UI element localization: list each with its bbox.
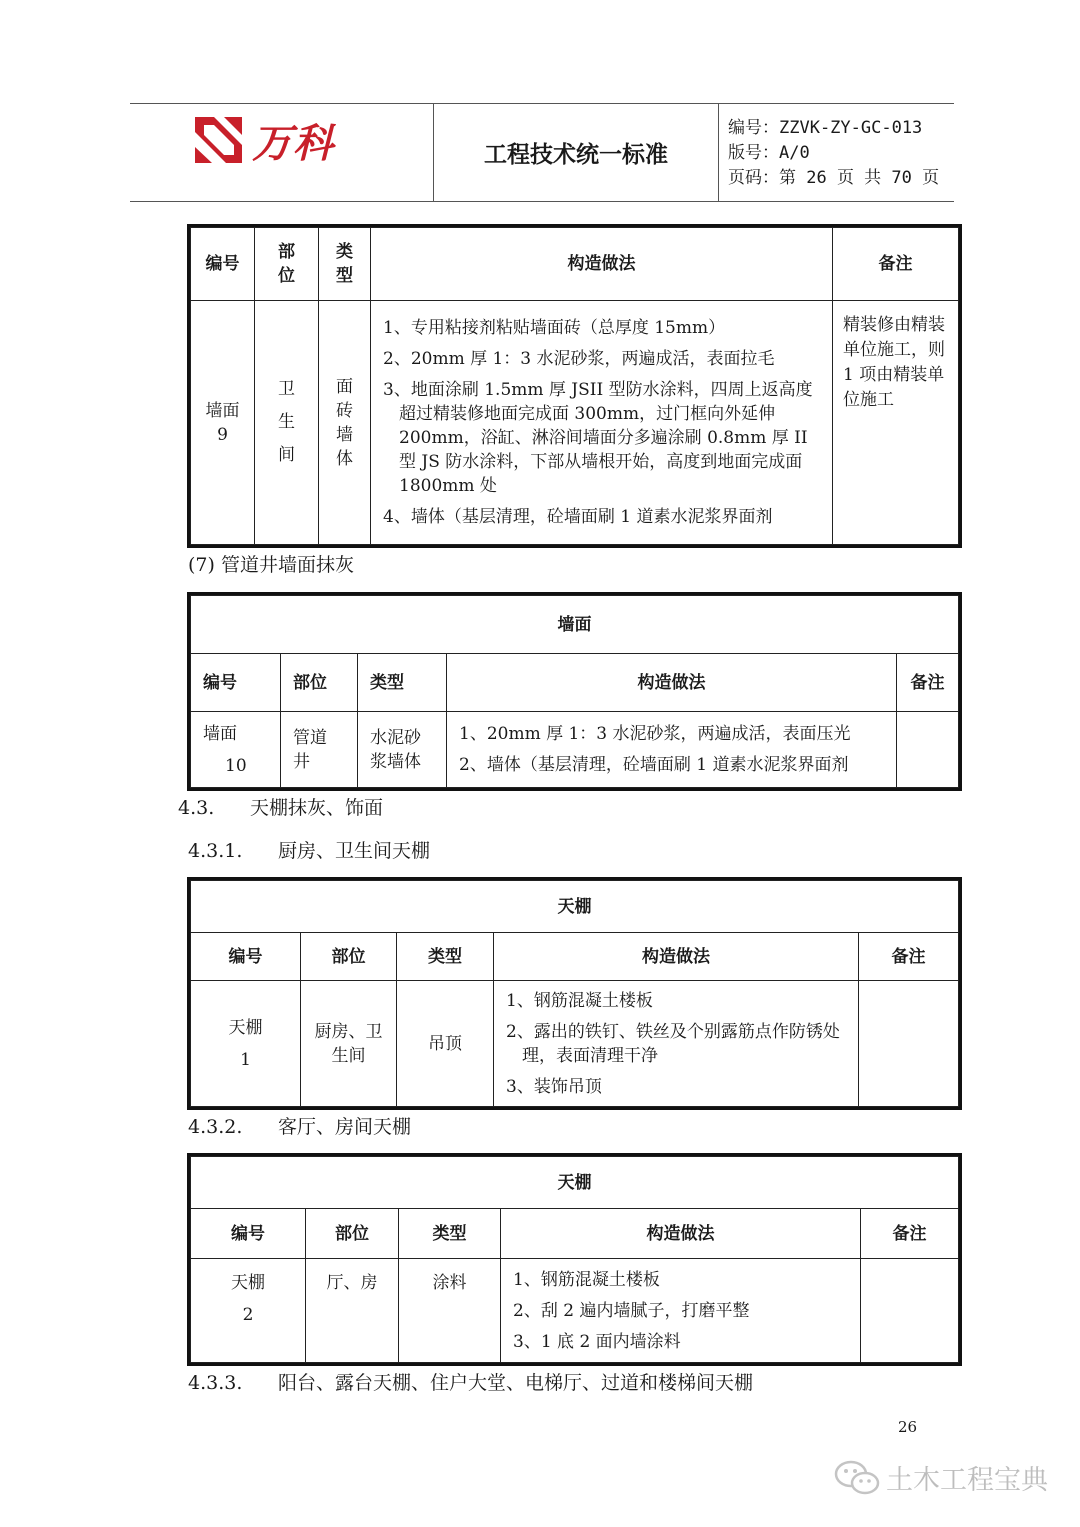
table-header-row (191, 1209, 959, 1259)
step-3: 3、地面涂刷 1.5mm 厚 JSII 型防水涂料，四周上返高度超过精装修地面完成面 300mm，过门框向外延伸 200mm，浴缸、淋浴间墙面分多遍涂刷 0.8mm 厚 II 型 JS 防水涂料，下部从墙根开始，高度到地面完成面 1800mm 处 (383, 380, 813, 496)
table-header-row (191, 654, 959, 712)
row-steps (501, 1259, 861, 1363)
section-4-3-3-heading (188, 1368, 753, 1395)
row-id: 墙面 9 (191, 301, 255, 545)
header-note: 备注 (859, 933, 959, 981)
header-id: 编号 (191, 1209, 306, 1259)
row-id: 天棚 2 (191, 1259, 306, 1363)
table-caption-row (191, 596, 959, 654)
step-3: 3、1 底 2 面内墙涂料 (513, 1331, 681, 1352)
document-info (728, 116, 939, 191)
document-title: 工程技术统一标准 (484, 142, 668, 168)
header-part: 部位 (301, 933, 397, 981)
row-part: 管道 井 (281, 712, 358, 788)
section-4-3-heading (178, 793, 383, 820)
table-row (191, 712, 959, 788)
row-part: 卫 生 间 (255, 301, 319, 545)
table-wall-9 (187, 224, 962, 548)
section-4-3-2-heading (188, 1112, 411, 1139)
document-version: 版号：A/0 (728, 143, 810, 163)
table-caption-row (191, 1157, 959, 1209)
header-bottom-rule (130, 201, 954, 202)
row-id-number: 10 (225, 755, 247, 776)
logo-text: 万科 (252, 120, 334, 167)
header-note: 备注 (861, 1209, 959, 1259)
step-1: 1、20mm 厚 1：3 水泥砂浆，两遍成活，表面压光 (459, 724, 851, 744)
row-type: 面 砖 墙 体 (319, 301, 371, 545)
section-number: 4.3.2. (188, 1116, 243, 1138)
header-note: 备注 (833, 228, 959, 301)
table-ceiling-1 (187, 877, 962, 1110)
row-part: 厨房、卫 生间 (301, 981, 397, 1107)
header-part: 部位 (306, 1209, 399, 1259)
header-method: 构造做法 (447, 654, 897, 712)
header-type: 类型 (399, 1209, 501, 1259)
section-number: 4.3. (178, 797, 215, 819)
row-type: 涂料 (399, 1259, 501, 1363)
header-method: 构造做法 (494, 933, 859, 981)
row-type: 吊顶 (397, 981, 494, 1107)
table-row (191, 301, 959, 545)
watermark-text: 土木工程宝典 (886, 1465, 1048, 1496)
header-divider-right (718, 104, 719, 201)
header-type: 类型 (397, 933, 494, 981)
table-caption-row (191, 881, 959, 933)
row-steps (371, 301, 833, 545)
watermark (834, 1458, 1048, 1497)
table-caption: 天棚 (191, 881, 959, 933)
table-wall-10 (187, 592, 962, 791)
section-title: 厨房、卫生间天棚 (278, 840, 431, 862)
header-id: 编号 (191, 654, 281, 712)
vanke-logo-icon (192, 113, 246, 167)
row-note: 精装修由精装单位施工，则 1 项由精装单位施工 (833, 301, 959, 545)
table-caption: 天棚 (191, 1157, 959, 1209)
header-type: 类 型 (319, 228, 371, 301)
section-number: 4.3.1. (188, 840, 243, 862)
header-note: 备注 (897, 654, 959, 712)
header-part: 部位 (281, 654, 358, 712)
step-2: 2、刮 2 遍内墙腻子，打磨平整 (513, 1300, 750, 1321)
table-header-row (191, 933, 959, 981)
table-row (191, 1259, 959, 1363)
table-header-row (191, 228, 959, 301)
section-4-3-1-heading (188, 836, 430, 863)
header-type: 类型 (358, 654, 447, 712)
row-id: 天棚 1 (191, 981, 301, 1107)
step-2: 2、墙体（基层清理，砼墙面刷 1 道素水泥浆界面剂 (459, 755, 849, 775)
header-part: 部 位 (255, 228, 319, 301)
step-2: 2、20mm 厚 1：3 水泥砂浆，两遍成活，表面拉毛 (383, 349, 775, 369)
header-id: 编号 (191, 933, 301, 981)
row-note (861, 1259, 959, 1363)
header-method: 构造做法 (501, 1209, 861, 1259)
row-id-label: 墙面 (203, 723, 237, 744)
row-note (859, 981, 959, 1107)
row-type: 水泥砂 浆墙体 (358, 712, 447, 788)
section-title: 天棚抹灰、饰面 (250, 797, 384, 819)
step-1: 1、专用粘接剂粘贴墙面砖（总厚度 15mm） (383, 318, 726, 338)
table-row (191, 981, 959, 1107)
row-part: 厅、房 (306, 1259, 399, 1363)
step-2: 2、露出的铁钉、铁丝及个别露筋点作防锈处理，表面清理干净 (506, 1021, 840, 1066)
step-4: 4、墙体（基层清理，砼墙面刷 1 道素水泥浆界面剂 (383, 507, 773, 527)
row-note (897, 712, 959, 788)
document-code: 编号：ZZVK-ZY-GC-013 (728, 118, 923, 138)
company-logo (192, 112, 372, 168)
table-ceiling-2 (187, 1153, 962, 1366)
section-title: 客厅、房间天棚 (278, 1116, 412, 1138)
table-caption: 墙面 (191, 596, 959, 654)
row-steps (494, 981, 859, 1107)
header-id: 编号 (191, 228, 255, 301)
section-number: 4.3.3. (188, 1372, 243, 1394)
page-number: 26 (898, 1418, 918, 1436)
section-7-heading: (7) 管道井墙面抹灰 (188, 554, 354, 576)
step-1: 1、钢筋混凝土楼板 (513, 1269, 660, 1290)
row-id (191, 712, 281, 788)
row-steps (447, 712, 897, 788)
step-3: 3、装饰吊顶 (506, 1076, 602, 1097)
step-1: 1、钢筋混凝土楼板 (506, 990, 653, 1011)
section-title: 阳台、露台天棚、住户大堂、电梯厅、过道和楼梯间天棚 (278, 1372, 754, 1394)
header-method: 构造做法 (371, 228, 833, 301)
wechat-icon (834, 1459, 880, 1497)
document-page: 页码：第 26 页 共 70 页 (728, 168, 940, 188)
